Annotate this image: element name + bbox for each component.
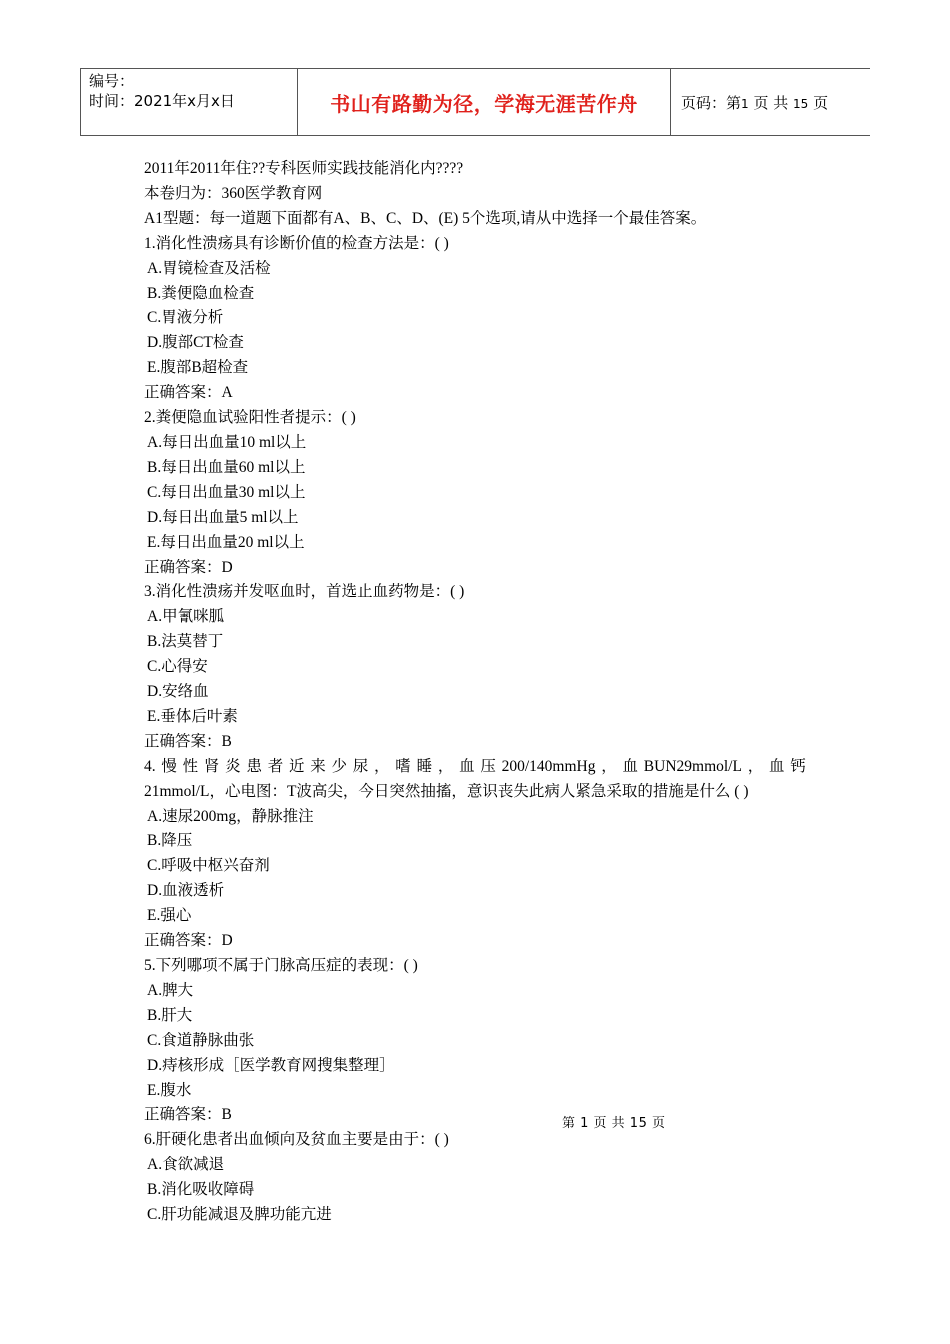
page-indicator — [671, 69, 871, 136]
option: C.胃液分析 — [147, 309, 224, 327]
doc-title: 2011年2011年住??专科医师实践技能消化内???? — [144, 160, 464, 177]
answer: 正确答案：B — [144, 1106, 232, 1124]
question-stem: 2.粪便隐血试验阳性者提示：( ) — [144, 409, 356, 427]
question-stem: 5.下列哪项不属于门脉高压症的表现：( ) — [144, 957, 418, 974]
option: E.垂体后叶素 — [147, 707, 238, 725]
stem-token: ， — [374, 757, 390, 775]
page-total: 15 — [793, 96, 809, 111]
stem-token: ， — [601, 757, 617, 775]
stem-token: 4. — [144, 757, 156, 775]
stem-token: ， — [437, 757, 454, 775]
option: D.痔核形成［医学教育网搜集整理］ — [147, 1056, 395, 1074]
option: B.肝大 — [147, 1006, 193, 1024]
stem-token: 睡 — [416, 757, 433, 775]
answer: 正确答案：D — [144, 932, 233, 950]
stem-token: ， — [747, 757, 764, 775]
option: A.胃镜检查及活检 — [147, 259, 271, 277]
time-label: 时间：2021年x月x日 — [89, 92, 235, 110]
stem-token: 来 — [310, 757, 326, 775]
page-footer: 第 1 页 共 15 页 — [562, 1116, 666, 1131]
option: E.每日出血量20 ml以上 — [147, 533, 305, 551]
stem-token: 者 — [267, 757, 284, 775]
option: B.消化吸收障碍 — [147, 1181, 255, 1199]
header-table — [80, 68, 870, 136]
option: D.血液透析 — [147, 882, 225, 900]
answer: 正确答案：A — [144, 384, 233, 402]
doc-source: 本卷归为：360医学教育网 — [144, 184, 323, 202]
option: E.腹水 — [147, 1081, 192, 1099]
option: D.腹部CT检查 — [147, 334, 244, 352]
stem-token: 血 — [459, 757, 475, 775]
stem-token: 炎 — [225, 757, 241, 775]
answer: 正确答案：B — [144, 732, 232, 750]
option: D.每日出血量5 ml以上 — [147, 508, 299, 526]
stem-token: 慢 — [161, 757, 177, 775]
page-current: 1 — [741, 96, 749, 111]
option: C.呼吸中枢兴奋剂 — [147, 857, 270, 875]
page-suffix: 页 — [813, 93, 829, 112]
option: B.粪便隐血检查 — [147, 284, 255, 302]
option: A.食欲减退 — [147, 1156, 225, 1174]
stem-token: 少 — [331, 757, 348, 775]
stem-token: 血 — [622, 757, 639, 775]
option: A.速尿200mg，静脉推注 — [147, 807, 314, 825]
stem-token: BUN29mmol/L — [643, 757, 742, 775]
doc-instruction: A1型题：每一道题下面都有A、B、C、D、(E) 5个选项,请从中选择一个最佳答案。 — [144, 209, 707, 227]
serial-label: 编号： — [89, 72, 135, 90]
page-mid: 页 共 — [753, 93, 789, 112]
option: B.每日出血量60 ml以上 — [147, 458, 306, 476]
motto: 书山有路勤为径，学海无涯苦作舟 — [298, 69, 671, 136]
stem-token: 嗜 — [395, 757, 411, 775]
page-prefix: 页码：第 — [681, 93, 742, 112]
option: C.每日出血量30 ml以上 — [147, 483, 306, 501]
option: A.每日出血量10 ml以上 — [147, 433, 307, 451]
option: C.食道静脉曲张 — [147, 1031, 255, 1049]
document-body — [144, 157, 806, 1228]
option: C.心得安 — [147, 658, 208, 676]
option: D.安络血 — [147, 683, 209, 701]
question-stem: 6.肝硬化患者出血倾向及贫血主要是由于：( ) — [144, 1131, 449, 1149]
stem-token: 200/140mmHg — [501, 757, 596, 775]
stem-token: 血 — [768, 757, 785, 775]
question-stem: 3.消化性溃疡并发呕血时，首选止血药物是：( ) — [144, 583, 465, 601]
question-stem-justified — [144, 755, 806, 780]
answer: 正确答案：D — [144, 558, 233, 576]
stem-token: 压 — [480, 757, 496, 775]
stem-token: 尿 — [352, 757, 369, 775]
option: B.法莫替丁 — [147, 633, 224, 651]
option: E.腹部B超检查 — [147, 359, 249, 377]
option: B.降压 — [147, 832, 193, 850]
question-stem-continued: 21mmol/L，心电图：T波高尖，今日突然抽搐，意识丧失此病人紧急采取的措施是什么 ( ) — [144, 782, 749, 800]
option: C.肝功能减退及脾功能亢进 — [147, 1206, 332, 1224]
header-meta-cell — [81, 69, 298, 136]
stem-token: 近 — [288, 757, 305, 775]
question-stem: 1.消化性溃疡具有诊断价值的检查方法是：( ) — [144, 234, 449, 252]
option: E.强心 — [147, 907, 192, 925]
stem-token: 患 — [246, 757, 262, 775]
stem-token: 肾 — [203, 757, 220, 775]
option: A.脾大 — [147, 981, 194, 999]
stem-token: 性 — [182, 757, 199, 775]
stem-token: 钙 — [790, 757, 806, 775]
option: A.甲氰咪胍 — [147, 608, 225, 626]
